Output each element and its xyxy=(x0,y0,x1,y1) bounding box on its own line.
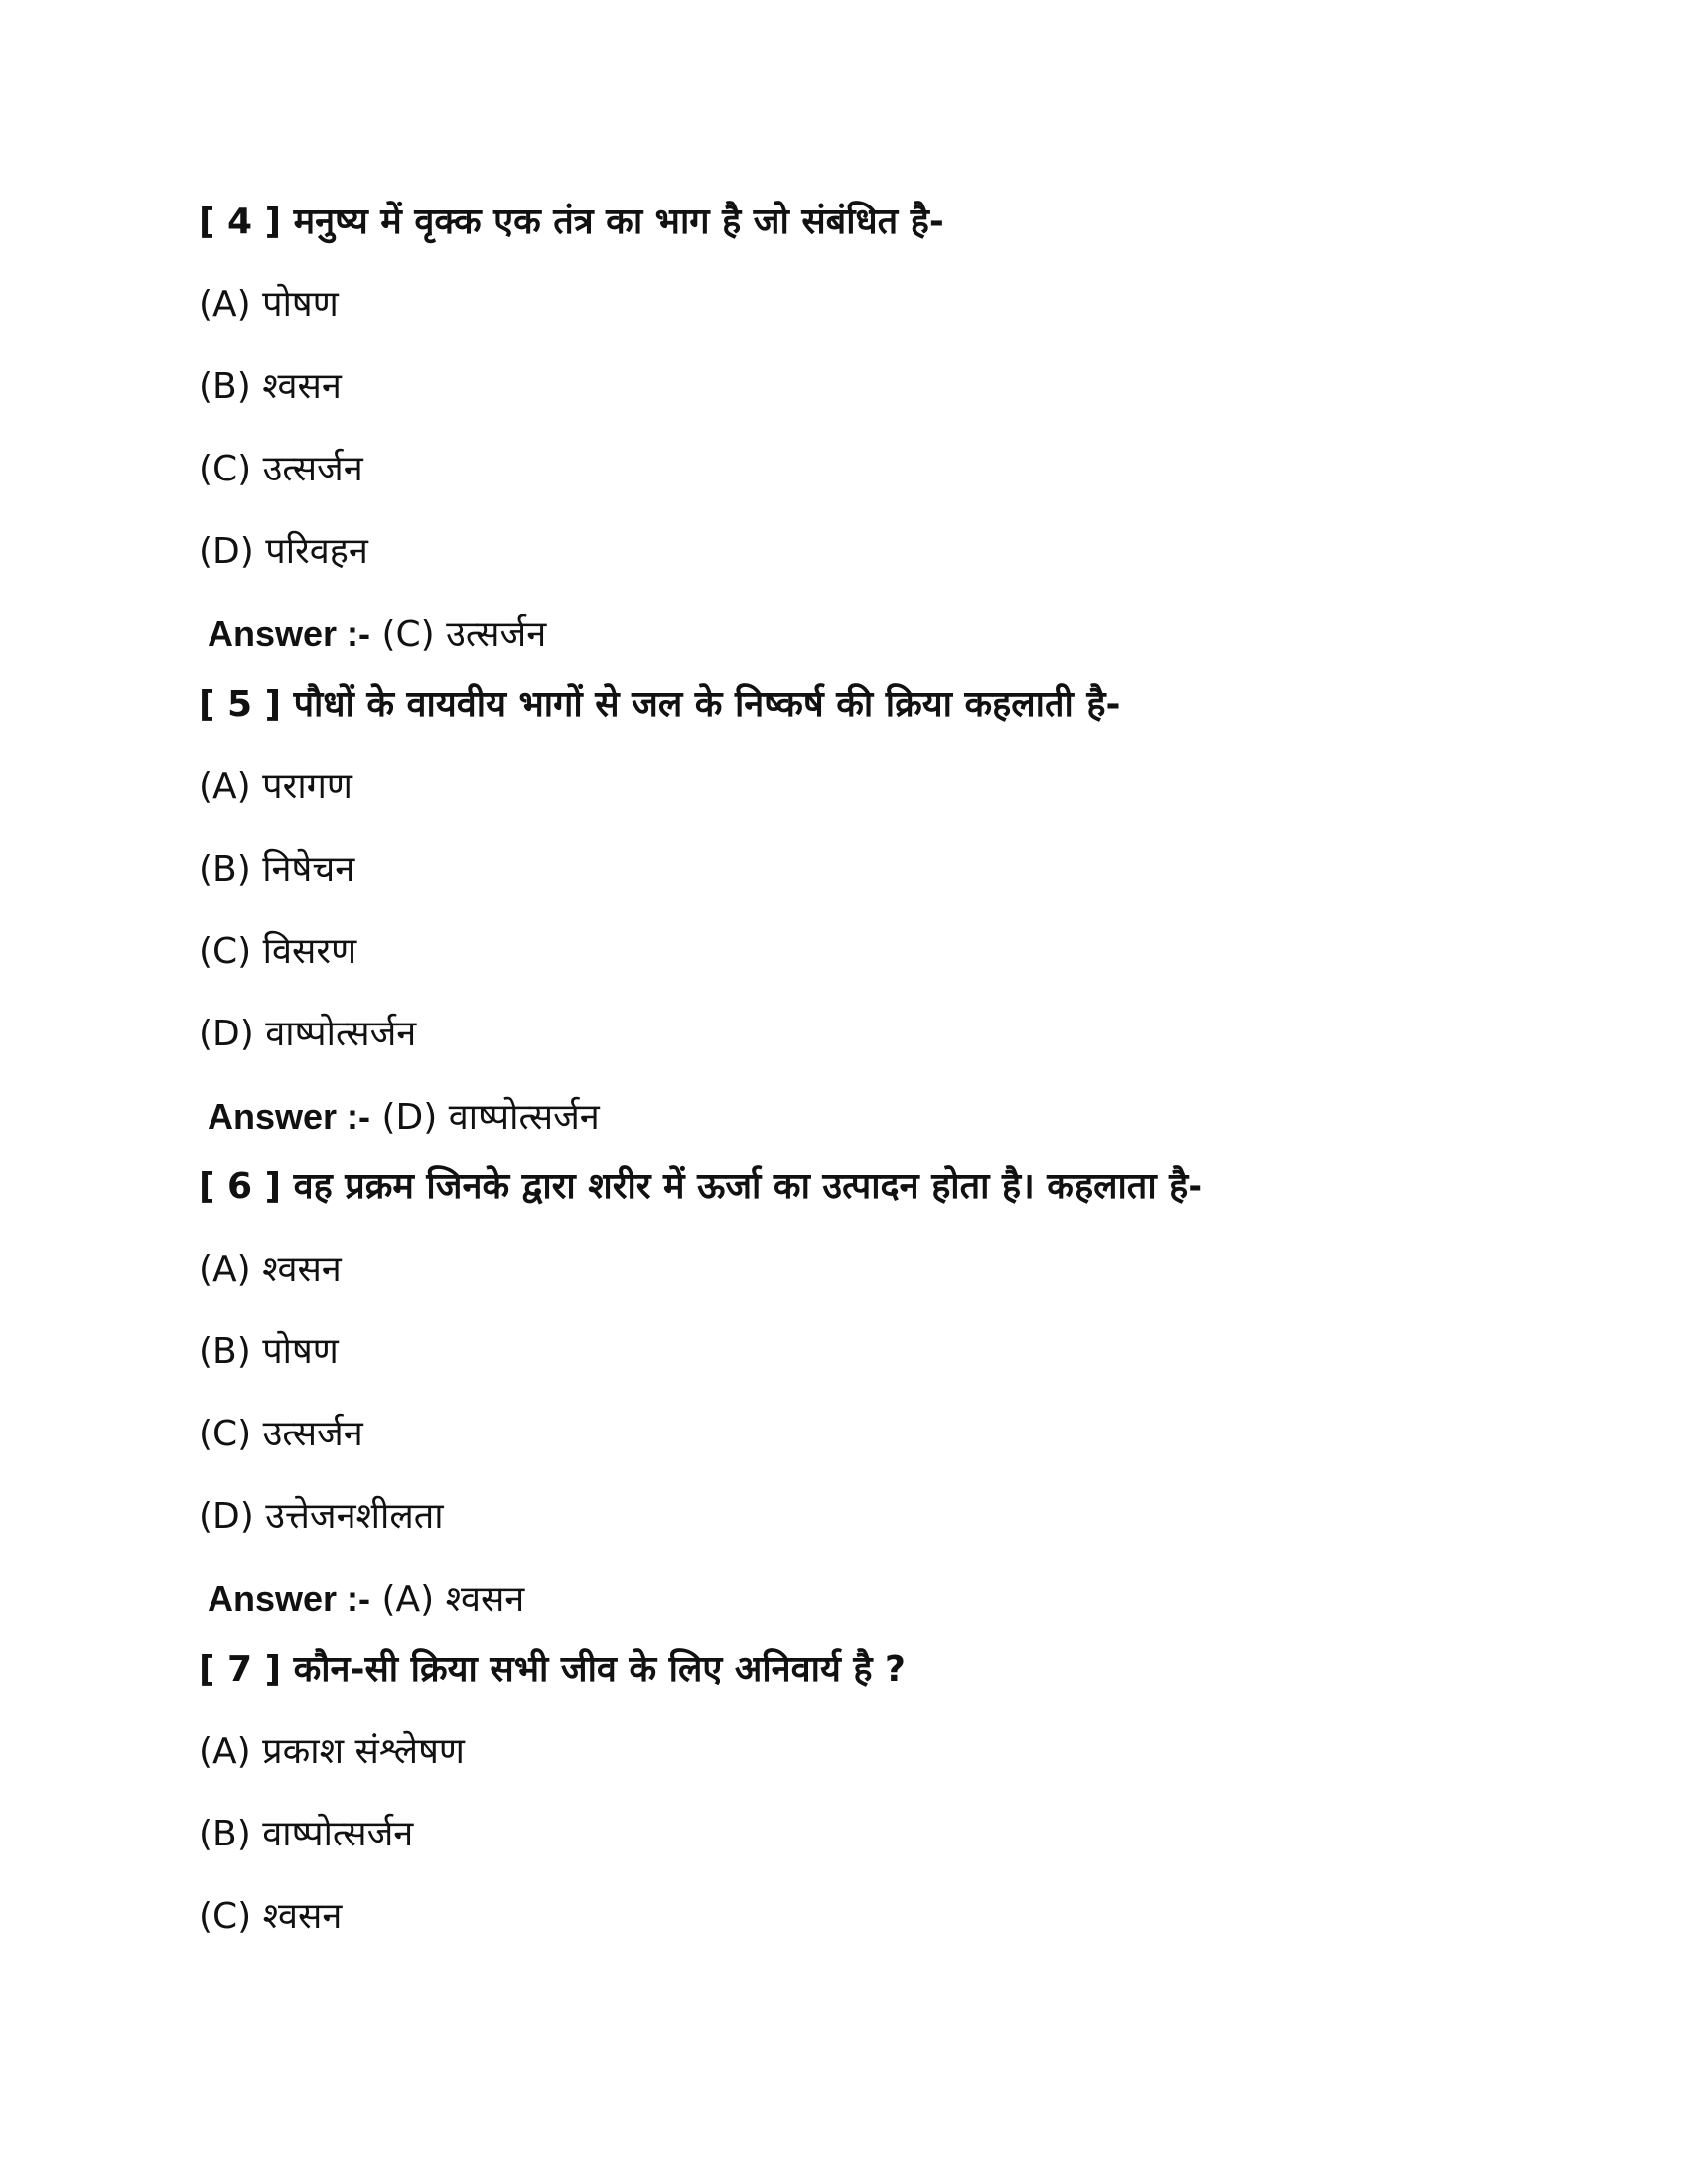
option-4c: (C) उत्सर्जन xyxy=(199,449,363,489)
option-6d: (D) उत्तेजनशीलता xyxy=(199,1496,444,1537)
question-6 xyxy=(199,1163,1202,1211)
answer-label: Answer :- xyxy=(208,614,371,654)
question-text: कौन-सी क्रिया सभी जीव के लिए अनिवार्य है ? xyxy=(293,1649,906,1690)
question-text: मनुष्य में वृक्क एक तंत्र का भाग है जो संबंधित है- xyxy=(293,202,944,242)
option-7c: (C) श्वसन xyxy=(199,1896,343,1937)
question-5 xyxy=(199,681,1120,729)
option-5b: (B) निषेचन xyxy=(199,849,355,889)
question-4 xyxy=(199,199,944,246)
answer-label: Answer :- xyxy=(208,1578,371,1619)
option-7a: (A) प्रकाश संश्लेषण xyxy=(199,1731,465,1772)
option-6b: (B) पोषण xyxy=(199,1331,339,1372)
question-number: [ 7 ] xyxy=(199,1649,282,1690)
question-text: पौधों के वायवीय भागों से जल के निष्कर्ष की क्रिया कहलाती है- xyxy=(293,684,1121,725)
option-4d: (D) परिवहन xyxy=(199,531,368,572)
question-number: [ 6 ] xyxy=(199,1166,282,1207)
option-7b: (B) वाष्पोत्सर्जन xyxy=(199,1814,414,1854)
option-5a: (A) परागण xyxy=(199,766,352,807)
answer-value: (C) उत्सर्जन xyxy=(381,614,547,655)
option-5d: (D) वाष्पोत्सर्जन xyxy=(199,1014,417,1054)
question-7 xyxy=(199,1646,906,1694)
option-6a: (A) श्वसन xyxy=(199,1249,342,1290)
option-4a: (A) पोषण xyxy=(199,284,339,325)
option-5c: (C) विसरण xyxy=(199,931,357,972)
option-4b: (B) श्वसन xyxy=(199,366,342,407)
option-6c: (C) उत्सर्जन xyxy=(199,1414,363,1454)
answer-label: Answer :- xyxy=(208,1096,371,1137)
answer-4 xyxy=(208,611,546,659)
question-number: [ 4 ] xyxy=(199,202,282,242)
answer-5 xyxy=(208,1093,600,1142)
answer-6 xyxy=(208,1575,524,1624)
answer-value: (D) वाष्पोत्सर्जन xyxy=(381,1097,600,1138)
answer-value: (A) श्वसन xyxy=(381,1579,525,1620)
question-text: वह प्रक्रम जिनके द्वारा शरीर में ऊर्जा का उत्पादन होता है। कहलाता है- xyxy=(293,1166,1203,1207)
question-number: [ 5 ] xyxy=(199,684,282,725)
